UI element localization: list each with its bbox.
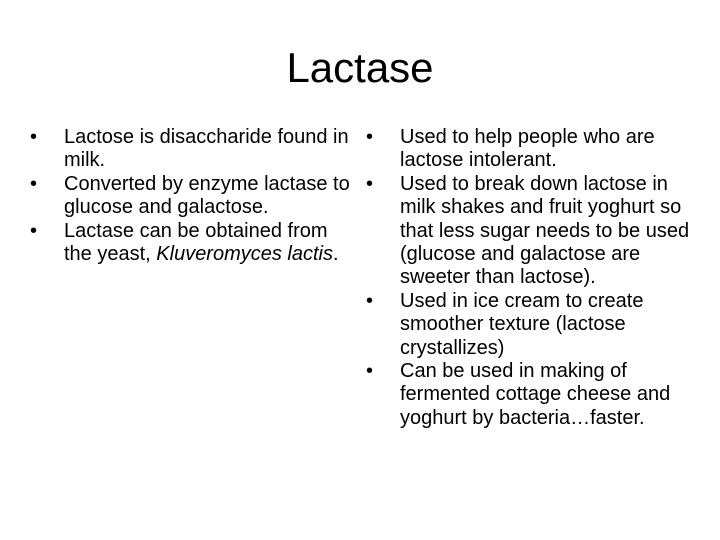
bullet-icon: • <box>366 289 374 312</box>
bullet-text-plain: Lactase can be obtained from the yeast, <box>64 219 328 266</box>
list-item <box>30 220 350 267</box>
bullet-icon: • <box>30 172 38 195</box>
bullet-text: Used in ice cream to create smoother texture (lactose crystallizes) <box>400 289 644 359</box>
slide-title: Lactase <box>286 44 434 91</box>
list-item <box>30 173 350 220</box>
species-name: Kluveromyces lactis <box>156 243 333 266</box>
bullet-icon: • <box>366 360 374 383</box>
bullet-icon: • <box>30 126 38 148</box>
bullet-text-suffix: . <box>333 243 339 266</box>
list-item <box>30 126 350 173</box>
list-item <box>366 290 700 360</box>
bullet-text: Lactose is disaccharide found in milk. <box>64 126 349 172</box>
bullet-icon: • <box>366 172 374 195</box>
bullet-icon: • <box>366 126 374 148</box>
list-item <box>366 173 700 290</box>
bullet-text: Can be used in making of fermented cottage cheese and yoghurt by bacteria…faster. <box>400 360 671 429</box>
bullet-text <box>64 220 350 267</box>
bullet-text: Used to help people who are lactose intolerant. <box>400 126 655 172</box>
list-item <box>366 126 700 173</box>
bullet-icon: • <box>30 219 38 242</box>
list-item <box>366 360 700 430</box>
left-bullet-list <box>30 126 350 266</box>
right-bullet-list <box>366 126 700 430</box>
bullet-text: Converted by enzyme lactase to glucose and galactose. <box>64 172 350 219</box>
bullet-text: Used to break down lactose in milk shakes and fruit yoghurt so that less sugar needs to be used (glucose and galactose are sweeter than lactose). <box>400 172 690 289</box>
